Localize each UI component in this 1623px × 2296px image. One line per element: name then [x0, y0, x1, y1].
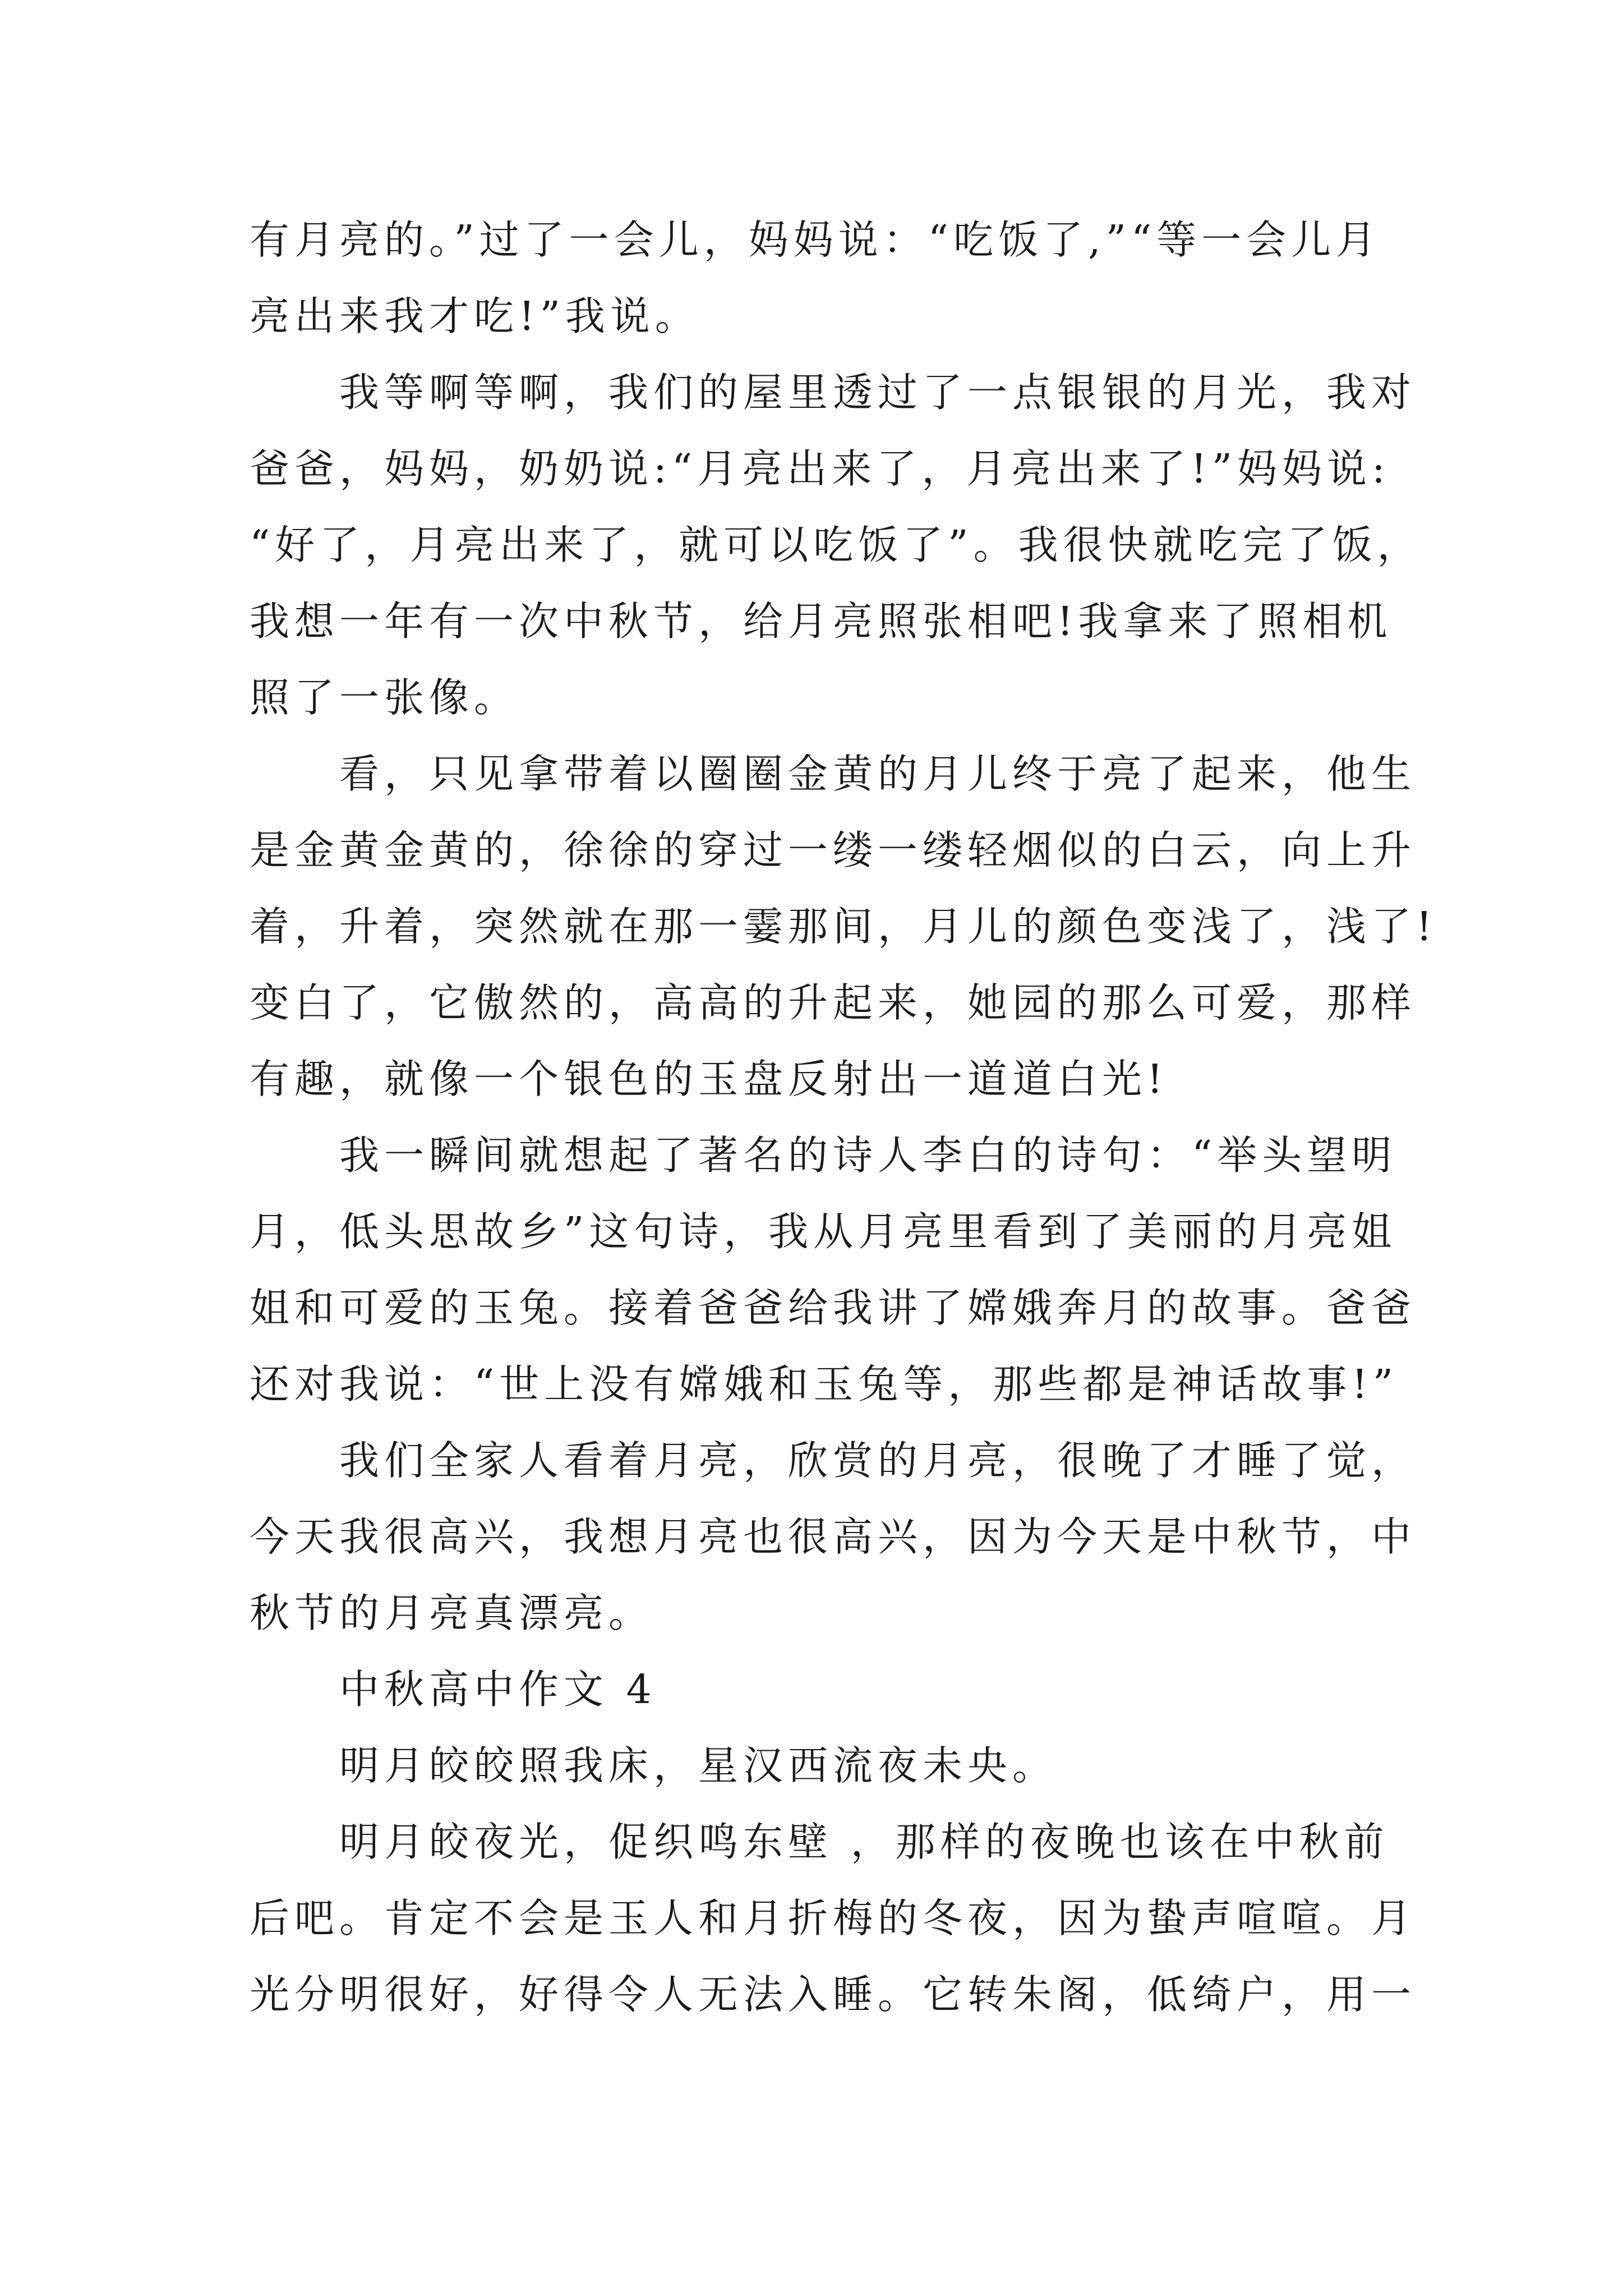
text-line: 还对我说：“世上没有嫦娥和玉兔等，那些都是神话故事!” [250, 1361, 1399, 1407]
text-line: 有月亮的。”过了一会儿，妈妈说：“吃饭了,”“等一会儿月 [250, 217, 1381, 263]
text-line: 秋节的月亮真漂亮。 [250, 1590, 654, 1636]
text-line: 今天我很高兴，我想月亮也很高兴，因为今天是中秋节，中 [250, 1513, 1417, 1560]
text-line: 光分明很好，好得令人无法入睡。它转朱阁，低绮户，用一 [250, 1971, 1417, 2018]
paragraph-start-line: 我们全家人看着月亮，欣赏的月亮，很晚了才睡了觉， [339, 1437, 1417, 1484]
paragraph-start-line: 看，只见拿带着以圈圈金黄的月儿终于亮了起来，他生 [339, 751, 1417, 797]
paragraph-start-line: 明月皎皎照我床，星汉西流夜未央。 [339, 1742, 1058, 1789]
text-line: 有趣，就像一个银色的玉盘反射出一道道白光! [250, 1056, 1168, 1102]
text-line: 后吧。肯定不会是玉人和月折梅的冬夜，因为蛰声喧喧。月 [250, 1895, 1417, 1941]
paragraph-start-line: 我一瞬间就想起了著名的诗人李白的诗句：“举头望明 [339, 1132, 1397, 1179]
text-line: 变白了，它傲然的，高高的升起来，她园的那么可爱，那样 [250, 979, 1417, 1026]
text-line: 我想一年有一次中秋节，给月亮照张相吧!我拿来了照相机 [250, 598, 1393, 645]
text-line: 亮出来我才吃!”我说。 [250, 293, 700, 339]
text-line: 是金黄金黄的，徐徐的穿过一缕一缕轻烟似的白云，向上升 [250, 827, 1417, 873]
document-body [250, 202, 1437, 2033]
text-line: “好了，月亮出来了，就可以吃饭了”。我很快就吃完了饭， [250, 522, 1422, 568]
section-heading: 中秋高中作文 4 [339, 1666, 657, 1713]
text-line: 着，升着，突然就在那一霎那间，月儿的颜色变浅了，浅了! [250, 903, 1437, 950]
paragraph-start-line: 明月皎夜光，促织鸣东壁 ，那样的夜晚也该在中秋前 [339, 1819, 1389, 1865]
text-line: 照了一张像。 [250, 674, 519, 721]
text-line: 爸爸，妈妈，奶奶说:“月亮出来了，月亮出来了!”妈妈说: [250, 445, 1390, 492]
text-line: 月，低头思故乡”这句诗，我从月亮里看到了美丽的月亮姐 [250, 1208, 1397, 1255]
paragraph-start-line: 我等啊等啊，我们的屋里透过了一点银银的月光，我对 [339, 369, 1417, 416]
text-line: 姐和可爱的玉兔。接着爸爸给我讲了嫦娥奔月的故事。爸爸 [250, 1285, 1417, 1331]
